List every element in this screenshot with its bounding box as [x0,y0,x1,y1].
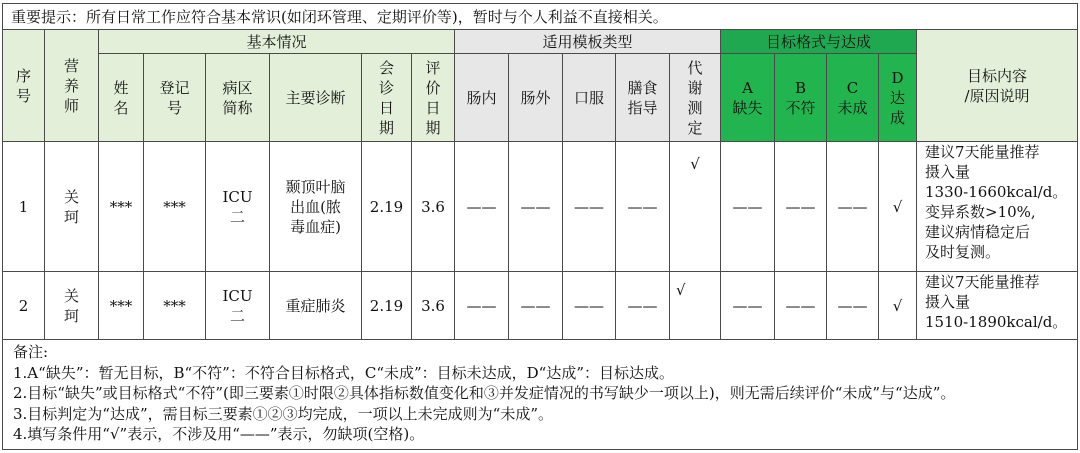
cell-ward [206,272,270,340]
text-line: 病区 [222,78,253,97]
header-consult-date [362,54,412,142]
text-line: 价 [425,78,441,97]
text-line: 建议病情稳定后 [925,223,1031,241]
text-line: 建议7天能量推荐 [925,273,1040,291]
cell-enteral: —— [455,272,509,340]
text-line: 目标内容 [966,66,1027,85]
notes-line: 3.目标判定为“达成”，需目标三要素①②③均完成，一项以上未完成则为“未成”。 [13,404,553,423]
text-line: 序 [15,66,31,85]
text-line: C [846,78,859,97]
text-line: /原因说明 [964,86,1030,105]
cell-a: —— [721,272,775,340]
cell-eval-date: 3.6 [412,272,455,340]
text-line: 定 [687,118,703,137]
text-line: 成 [889,108,905,127]
cell-metabolic-check: √ [670,272,721,340]
text-line: 缺失 [732,98,763,117]
text-line: 1510-1890kcal/d。 [925,313,1068,331]
header-a-missing [721,54,775,142]
text-line: A [742,78,753,97]
header-oral: 口服 [563,54,616,142]
cell-consult-date: 2.19 [362,272,412,340]
text-line: D [891,68,904,87]
text-line: 诊 [378,78,394,97]
header-eval-date [412,54,455,142]
text-line: 登记 [159,78,190,97]
text-line: 日 [378,98,394,117]
header-basic-group: 基本情况 [99,30,455,54]
text-line: 摄入量 [925,293,971,311]
nutrition-evaluation-table [2,3,1078,450]
cell-metabolic-check: √ [670,142,721,272]
notes-line: 4.填写条件用“√”表示，不涉及用“——”表示，勿缺项(空格)。 [13,425,425,444]
cell-name: *** [99,142,144,272]
header-d-achieved [879,54,917,142]
text-line: 毒血症) [290,217,341,236]
cell-diagnosis [270,142,362,272]
header-parenteral: 肠外 [509,54,563,142]
text-line: ICU [222,187,253,206]
header-reg-no [144,54,206,142]
cell-a: —— [721,142,775,272]
text-line: 未成 [837,98,868,117]
cell-name: *** [99,272,144,340]
notes-line: 备注: [13,343,49,361]
text-line: 期 [378,118,394,137]
header-c-incomplete [827,54,879,142]
text-line: 谢 [687,78,703,97]
header-metabolic [670,54,721,142]
table-row [3,142,1078,272]
text-line: 膳食 [627,78,658,97]
important-notice: 重要提示：所有日常工作应符合基本常识(如闭环管理、定期评价等)，暂时与个人利益不直接相关。 [3,4,1078,30]
cell-parenteral: —— [509,272,563,340]
cell-reg-no: *** [144,142,206,272]
text-line: 建议7天能量推荐 [925,143,1040,161]
text-line: 及时复测。 [925,243,1001,261]
text-line: 不符 [785,98,816,117]
text-line: 简称 [222,98,253,117]
notes-line: 2.目标“缺失”或目标格式“不符”(即三要素①时限②具体指标数值变化和③并发症情况的书写缺少一项以上)，则无需后续评价“未成”与“达成”。 [13,384,956,403]
header-template-group: 适用模板类型 [455,30,721,54]
text-line: 1330-1660kcal/d。 [925,183,1068,201]
header-name [99,54,144,142]
table-row [3,272,1078,340]
text-line: 号 [166,98,182,117]
header-goal-content [917,30,1078,142]
text-line: 颞顶叶脑 [285,177,346,196]
cell-goal-content [917,142,1078,272]
cell-b: —— [775,142,827,272]
text-line: 日 [425,98,441,117]
cell-diagnosis [270,272,362,340]
text-line: 养 [63,76,79,95]
text-line: 会 [378,58,394,77]
text-line: 期 [425,118,441,137]
text-line: 摄入量 [925,163,971,181]
text-line: 营 [63,56,79,75]
cell-dietitian [45,272,99,340]
text-line: 二 [229,306,245,325]
text-line: B [794,78,807,97]
header-ward [206,54,270,142]
text-line: 出血(脓 [290,197,341,216]
cell-goal-content [917,272,1078,340]
header-dietitian [45,30,99,142]
cell-ward [206,142,270,272]
text-line: 代 [687,58,703,77]
text-line: 指导 [627,98,658,117]
text-line: ICU [222,286,253,305]
cell-d-check: √ [879,142,917,272]
cell-reg-no: *** [144,272,206,340]
cell-seq: 2 [3,272,45,340]
text-line: 关 [63,286,79,305]
text-line: 变异系数>10%, [925,203,1036,221]
text-line: 珂 [63,306,79,325]
text-line: 二 [229,207,245,226]
cell-c: —— [827,142,879,272]
header-b-mismatch [775,54,827,142]
text-line: 达 [889,88,905,107]
header-diet-guide [616,54,670,142]
cell-diet-guide: —— [616,142,670,272]
cell-enteral: —— [455,142,509,272]
notes-line: 1.A“缺失”：暂无目标，B“不符”：不符合目标格式，C“未成”：目标未达成，D“达成”：目标达成。 [13,363,675,382]
text-line: 测 [687,98,703,117]
cell-c: —— [827,272,879,340]
header-diagnosis: 主要诊断 [270,54,362,142]
notes-block [3,340,1078,450]
text-line: 名 [113,98,129,117]
text-line: 评 [425,58,441,77]
cell-eval-date: 3.6 [412,142,455,272]
cell-oral: —— [563,142,616,272]
text-line: 关 [63,187,79,206]
cell-seq: 1 [3,142,45,272]
cell-dietitian [45,142,99,272]
header-seq [3,30,45,142]
cell-diet-guide: —— [616,272,670,340]
text-line: 珂 [63,207,79,226]
text-line: 姓 [113,78,129,97]
header-enteral: 肠内 [455,54,509,142]
text-line: 师 [63,96,79,115]
cell-b: —— [775,272,827,340]
cell-d-check: √ [879,272,917,340]
cell-oral: —— [563,272,616,340]
header-goal-group: 目标格式与达成 [721,30,917,54]
cell-parenteral: —— [509,142,563,272]
text-line: 重症肺炎 [285,296,346,315]
cell-consult-date: 2.19 [362,142,412,272]
text-line: 号 [15,86,31,105]
